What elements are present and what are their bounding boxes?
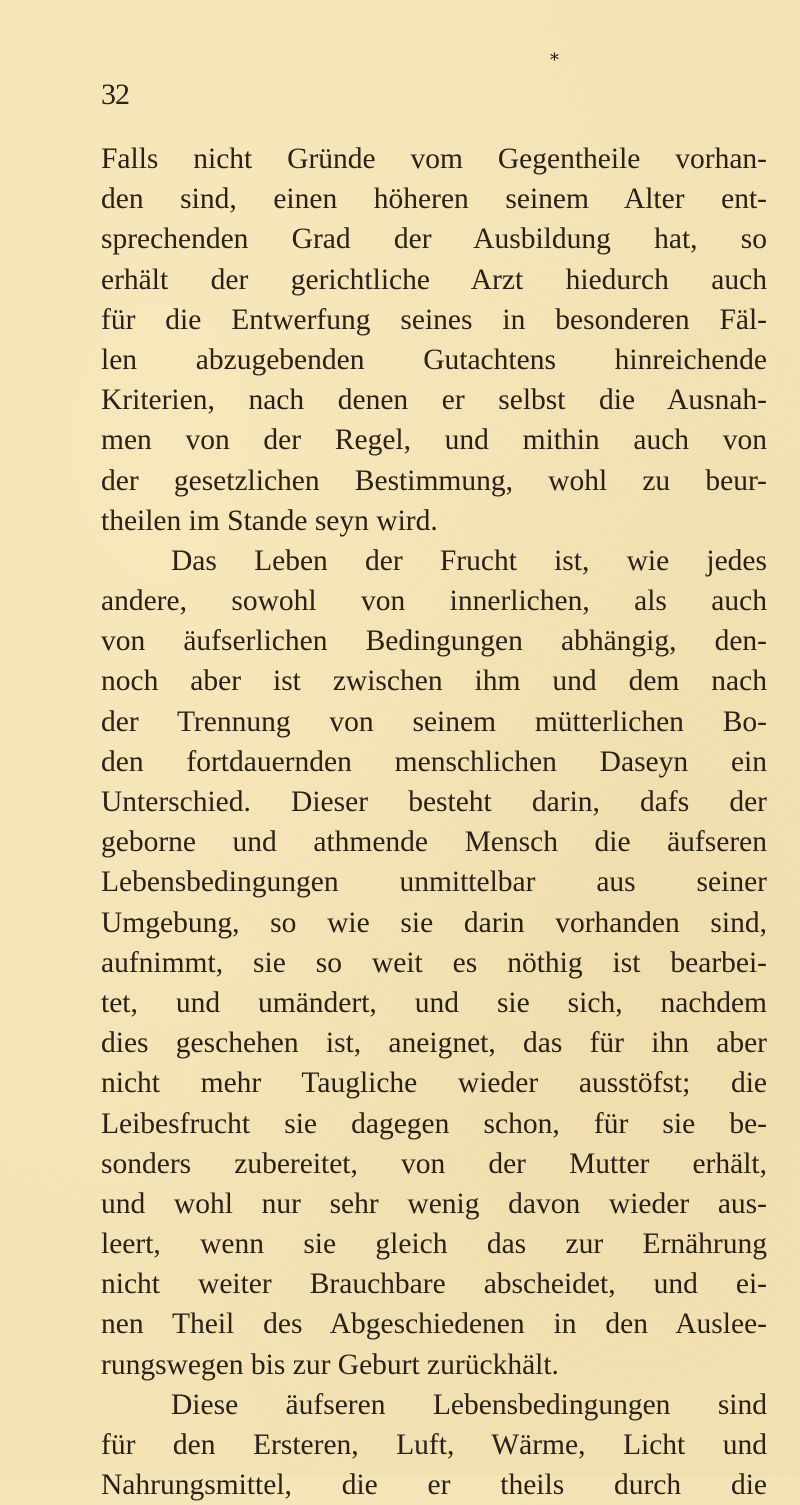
text-line: Leibesfrucht sie dagegen schon, für sie be- xyxy=(101,1107,767,1140)
text-line: der gesetzlichen Bestimmung, wohl zu beur- xyxy=(101,464,767,497)
page-number: 32 xyxy=(101,78,129,111)
text-line: rungswegen bis zur Geburt zurückhält. xyxy=(101,1348,559,1381)
text-line: Das Leben der Frucht ist, wie jedes xyxy=(171,544,767,577)
text-line: den fortdauernden menschlichen Daseyn ein xyxy=(101,745,767,778)
text-line: noch aber ist zwischen ihm und dem nach xyxy=(101,665,767,698)
text-line: Unterschied. Dieser besteht darin, dafs der xyxy=(101,786,767,818)
text-line: geborne und athmende Mensch die äufseren xyxy=(101,826,767,859)
text-line: für den Ersteren, Luft, Wärme, Licht und xyxy=(101,1429,767,1461)
text-line: tet, und umändert, und sie sich, nachdem xyxy=(101,986,767,1019)
text-line: und wohl nur sehr wenig davon wieder aus- xyxy=(101,1187,767,1220)
text-line: nicht mehr Taugliche wieder ausstöfst; die xyxy=(101,1067,767,1100)
text-line: den sind, einen höheren seinem Alter ent- xyxy=(101,183,767,216)
text-line: Diese äufseren Lebensbedingungen sind xyxy=(171,1388,767,1421)
text-line: aufnimmt, sie so weit es nöthig ist bearbei- xyxy=(101,946,767,979)
text-line: für die Entwerfung seines in besonderen Fäl- xyxy=(101,303,767,336)
text-line: theilen im Stande seyn wird. xyxy=(101,504,438,537)
text-line: len abzugebenden Gutachtens hinreichende xyxy=(101,343,767,376)
text-line: nicht weiter Brauchbare abscheidet, und ei- xyxy=(101,1268,767,1301)
text-line: sonders zubereitet, von der Mutter erhält, xyxy=(101,1147,767,1180)
text-line: erhält der gerichtliche Arzt hiedurch auch xyxy=(101,263,767,296)
text-line: Lebensbedingungen unmittelbar aus seiner xyxy=(101,866,767,899)
text-line: Nahrungsmittel, die er theils durch die xyxy=(101,1469,767,1502)
text-line: andere, sowohl von innerlichen, als auch xyxy=(101,585,767,618)
text-line: leert, wenn sie gleich das zur Ernährung xyxy=(101,1228,767,1261)
text-line: der Trennung von seinem mütterlichen Bo- xyxy=(101,705,767,738)
body-text xyxy=(101,139,767,1505)
text-line: Falls nicht Gründe vom Gegentheile vorhan- xyxy=(101,143,767,175)
text-line: sprechenden Grad der Ausbildung hat, so xyxy=(101,223,767,256)
text-line: dies geschehen ist, aneignet, das für ihn aber xyxy=(101,1027,767,1060)
text-line: nen Theil des Abgeschiedenen in den Auslee- xyxy=(101,1308,767,1341)
text-line: Kriterien, nach denen er selbst die Ausnah- xyxy=(101,384,767,417)
text-line: Umgebung, so wie sie darin vorhanden sind, xyxy=(101,906,767,939)
printer-mark: * xyxy=(550,50,559,71)
text-line: men von der Regel, und mithin auch von xyxy=(101,424,767,457)
text-line: von äufserlichen Bedingungen abhängig, den- xyxy=(101,625,767,658)
